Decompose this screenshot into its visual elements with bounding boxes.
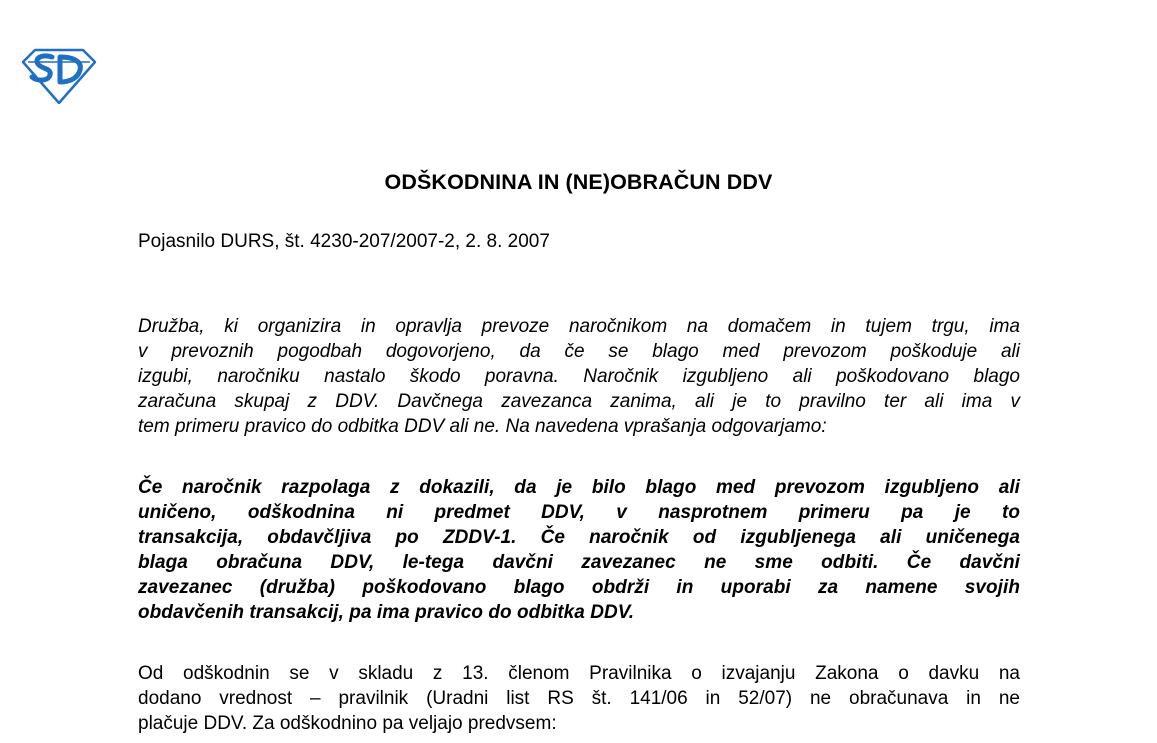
question-line: Družba, ki organizira in opravlja prevoze naročnikom na domačem in tujem trgu, ima	[138, 316, 1020, 337]
rule-paragraph	[138, 661, 1020, 736]
answer-line: blaga obračuna DDV, le-tega davčni zavezanec ne sme odbiti. Če davčni	[138, 552, 1020, 573]
question-line: zaračuna skupaj z DDV. Davčnega zavezanca zanima, ali je to pravilno ter ali ima v	[138, 391, 1020, 412]
question-paragraph	[138, 314, 1020, 439]
rule-line: Od odškodnin se v skladu z 13. členom Pravilnika o izvajanju Zakona o davku na	[138, 663, 1020, 684]
question-line: izgubi, naročniku nastalo škodo poravna. Naročnik izgubljeno ali poškodovano blago	[138, 366, 1020, 387]
question-line: v prevoznih pogodbah dogovorjeno, da če se blago med prevozom poškoduje ali	[138, 341, 1020, 362]
document-title: ODŠKODNINA IN (NE)OBRAČUN DDV	[384, 170, 773, 194]
sd-shield-logo-icon	[22, 48, 96, 104]
answer-line: zavezanec (družba) poškodovano blago obdrži in uporabi za namene svojih	[138, 577, 1020, 598]
answer-line: uničeno, odškodnina ni predmet DDV, v nasprotnem primeru pa je to	[138, 502, 1020, 523]
rule-line: dodano vrednost – pravilnik (Uradni list RS št. 141/06 in 52/07) ne obračunava in ne	[138, 688, 1020, 709]
answer-line: transakcija, obdavčljiva po ZDDV-1. Če naročnik od izgubljenega ali uničenega	[138, 527, 1020, 548]
source-reference: Pojasnilo DURS, št. 4230-207/2007-2, 2. 8. 2007	[138, 231, 550, 252]
answer-paragraph	[138, 475, 1020, 625]
rule-line: plačuje DDV. Za odškodnino pa veljajo predvsem:	[138, 713, 557, 734]
question-line: tem primeru pravico do odbitka DDV ali ne. Na navedena vprašanja odgovarjamo:	[138, 416, 827, 437]
answer-line: Če naročnik razpolaga z dokazili, da je bilo blago med prevozom izgubljeno ali	[138, 477, 1020, 498]
answer-line: obdavčenih transakcij, pa ima pravico do odbitka DDV.	[138, 602, 635, 623]
